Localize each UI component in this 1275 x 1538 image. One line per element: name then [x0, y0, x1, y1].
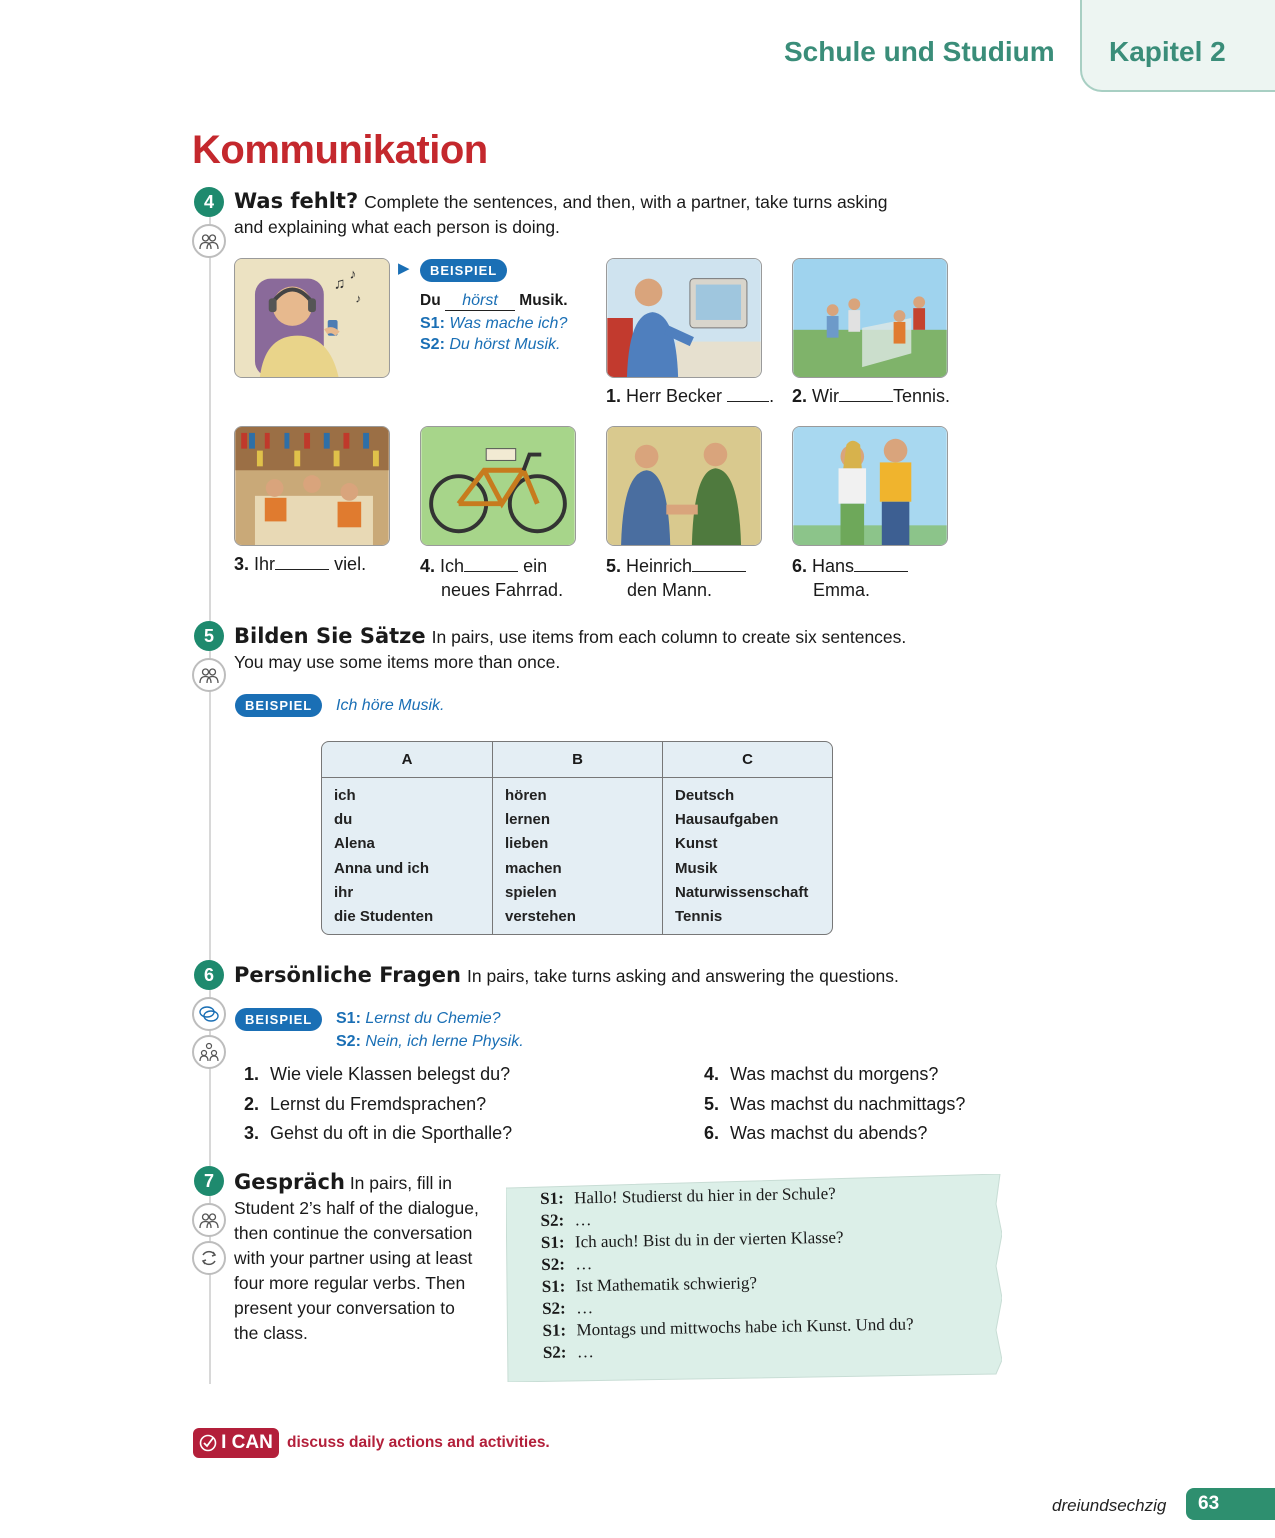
table-cell: spielen: [505, 883, 557, 901]
item-2-subject: Wir: [812, 386, 840, 406]
svg-text:♪: ♪: [355, 291, 362, 306]
column-header: A: [322, 742, 492, 778]
answer-blank[interactable]: [727, 388, 769, 402]
item-1-caption: [606, 384, 774, 408]
question-number: 6.: [704, 1123, 720, 1143]
question-item: [244, 1090, 512, 1120]
beispiel-s1-text: Was mache ich?: [449, 315, 568, 332]
dialogue-text: Hallo! Studierst du hier in der Schule?: [574, 1183, 836, 1208]
beispiel-sentence: [420, 292, 568, 311]
i-can-text: discuss daily actions and activities.: [287, 1434, 550, 1451]
chapter-topic: Schule und Studium: [784, 36, 1055, 67]
exercise-7-desc: the class.: [234, 1323, 308, 1343]
page-number: 63: [1186, 1488, 1275, 1520]
chapter-label: Kapitel 2: [1109, 36, 1226, 67]
dialogue-speaker: S1:: [540, 1188, 564, 1208]
item-number: 1.: [606, 386, 622, 406]
table-cell: du: [334, 811, 353, 829]
item-number: 5.: [606, 556, 622, 576]
dialogue-speaker: S1:: [542, 1320, 567, 1340]
exercise-7-heading: [234, 1170, 496, 1346]
group-work-icon: [192, 1035, 226, 1069]
i-can-label: I CAN: [221, 1432, 273, 1453]
table-cell: Alena: [334, 835, 375, 853]
table-cell: Deutsch: [675, 787, 735, 804]
question-text: Lernst du Fremdsprachen?: [270, 1093, 487, 1114]
table-cell: ich: [334, 787, 356, 804]
question-item: [704, 1060, 965, 1090]
item-6-subject: Hans: [812, 556, 855, 576]
beispiel-answer: hörst: [462, 292, 498, 309]
table-cell: Musik: [675, 859, 718, 877]
computer-worker-illustration: [606, 258, 762, 378]
word-columns-table: [321, 741, 833, 935]
page-number-word: dreiundsechzig: [1052, 1496, 1167, 1515]
question-number: 1.: [244, 1064, 260, 1084]
question-text: Was machst du nachmittags?: [730, 1093, 966, 1114]
table-cell: Hausaufgaben: [675, 811, 779, 829]
music-listener-illustration: [234, 258, 390, 378]
item-4-subject: Ich: [440, 556, 465, 576]
speaker-s2: S2:: [336, 1033, 361, 1050]
beispiel-s2: [420, 336, 561, 354]
beispiel-post: Musik.: [519, 292, 568, 309]
table-cell: Kunst: [675, 835, 718, 853]
table-cell: hören: [505, 787, 547, 804]
section-title: Kommunikation: [192, 128, 488, 172]
beispiel-s1-text: Lernst du Chemie?: [365, 1010, 501, 1027]
questions-left: [244, 1060, 512, 1149]
table-cell: Naturwissenschaft: [675, 883, 809, 901]
speaker-s2: S2:: [420, 336, 445, 353]
beispiel-s2-text: Du hörst Musik.: [449, 336, 561, 353]
table-cell: Anna und ich: [334, 859, 429, 877]
beispiel-badge: BEISPIEL: [420, 259, 507, 282]
exercise-7-desc: In pairs, fill in: [349, 1173, 452, 1193]
question-number: 2.: [244, 1093, 260, 1114]
exercise-5-desc-2: You may use some items more than once.: [234, 652, 561, 672]
svg-text:♪: ♪: [349, 266, 357, 282]
dialogue-text: Ist Mathematik schwierig?: [575, 1273, 758, 1296]
exercise-5-desc-1: In pairs, use items from each column to create six sentences.: [431, 627, 907, 647]
item-5-subject: Heinrich: [626, 556, 693, 576]
dialogue-lines: [540, 1182, 914, 1364]
exercise-5-heading: [234, 624, 954, 675]
exercise-number-badge: 5: [194, 621, 224, 651]
answer-blank[interactable]: [275, 556, 329, 570]
dialogue-text: …: [576, 1342, 595, 1362]
answer-blank[interactable]: [839, 388, 893, 402]
question-item: [704, 1119, 965, 1149]
check-circle-icon: [199, 1434, 217, 1452]
question-number: 5.: [704, 1093, 720, 1114]
item-6-caption: [792, 554, 908, 602]
item-3-subject: Ihr: [254, 554, 276, 574]
dialogue-text: …: [575, 1298, 594, 1318]
beispiel-s2: [336, 1033, 524, 1051]
question-text: Wie viele Klassen belegst du?: [270, 1064, 511, 1084]
beispiel-s2-text: Nein, ich lerne Physik.: [365, 1033, 524, 1050]
exercise-number-badge: 6: [194, 960, 224, 990]
table-cell: Tennis: [675, 908, 723, 926]
question-number: 4.: [704, 1064, 720, 1084]
table-cell: ihr: [334, 883, 354, 901]
speaker-s1: S1:: [336, 1010, 361, 1027]
item-3-caption: [234, 552, 366, 576]
question-text: Was machst du abends?: [730, 1123, 928, 1143]
pair-work-icon: [192, 224, 226, 258]
table-cell: lernen: [505, 811, 551, 829]
exercise-6-title: Persönliche Fragen: [234, 963, 461, 987]
dialogue-text: …: [574, 1210, 592, 1230]
item-number: 4.: [420, 556, 436, 576]
dialogue-text: Ich auch! Bist du in der vierten Klasse?: [574, 1227, 844, 1252]
exercise-7-title: Gespräch: [234, 1170, 345, 1194]
exercise-4-heading: [234, 189, 934, 240]
item-2-end: Tennis.: [893, 386, 951, 406]
conversation-icon: [192, 997, 226, 1031]
bicycle-illustration: [420, 426, 576, 546]
exercise-7-desc: four more regular verbs. Then: [234, 1273, 466, 1293]
dialogue-speaker: S1:: [541, 1276, 566, 1296]
question-item: [704, 1090, 965, 1120]
table-cell: machen: [505, 859, 562, 877]
library-study-illustration: [234, 426, 390, 546]
exercise-number-badge: 7: [194, 1166, 224, 1196]
column-b: [492, 742, 662, 934]
column-a: [322, 742, 492, 934]
item-number: 2.: [792, 386, 808, 406]
couple-illustration: [792, 426, 948, 546]
recycle-icon: [192, 1241, 226, 1275]
beispiel-badge: BEISPIEL: [235, 1008, 322, 1031]
item-5-caption: [606, 554, 746, 602]
exercise-7-desc: present your conversation to: [234, 1298, 455, 1318]
beispiel-pre: Du: [420, 292, 441, 309]
column-header: C: [663, 742, 832, 778]
beispiel-arrow: ▶: [398, 260, 410, 277]
beispiel-s1: [336, 1010, 501, 1028]
dialogue-note-paper: [506, 1174, 1002, 1382]
dialogue-text: …: [575, 1254, 593, 1274]
exercise-number-badge: 4: [194, 187, 224, 217]
item-4-end: neues Fahrrad.: [441, 580, 564, 600]
dialogue-speaker: S1:: [540, 1232, 565, 1252]
speaker-s1: S1:: [420, 315, 445, 332]
exercise-7-desc: with your partner using at least: [234, 1248, 473, 1268]
answer-blank[interactable]: [854, 558, 908, 572]
question-text: Was machst du morgens?: [730, 1064, 939, 1084]
table-cell: lieben: [505, 835, 549, 853]
exercise-6-desc: In pairs, take turns asking and answering the questions.: [466, 966, 899, 986]
column-c: [662, 742, 832, 934]
handshake-illustration: [606, 426, 762, 546]
item-1-subject: Herr Becker: [626, 386, 723, 406]
item-5-end: den Mann.: [627, 580, 713, 600]
beispiel-s1: [420, 315, 567, 333]
exercise-4-desc-2: and explaining what each person is doing.: [234, 217, 560, 237]
item-4-mid: ein: [523, 556, 548, 576]
dialogue-text: Montags und mittwochs habe ich Kunst. Und du?: [576, 1314, 914, 1340]
table-cell: verstehen: [505, 908, 576, 926]
exercise-7-desc: then continue the conversation: [234, 1223, 473, 1243]
table-cell: die Studenten: [334, 908, 434, 926]
pair-work-icon: [192, 658, 226, 692]
question-item: [244, 1119, 512, 1149]
exercise-7-desc: Student 2’s half of the dialogue,: [234, 1198, 479, 1218]
item-number: 3.: [234, 554, 250, 574]
tennis-players-illustration: [792, 258, 948, 378]
question-text: Gehst du oft in die Sporthalle?: [270, 1123, 513, 1143]
exercise-4-title: Was fehlt?: [234, 189, 359, 213]
dialogue-speaker: S2:: [541, 1298, 566, 1318]
item-1-end: .: [769, 386, 775, 406]
question-item: [244, 1060, 512, 1090]
answer-blank[interactable]: [692, 558, 746, 572]
item-number: 6.: [792, 556, 808, 576]
item-4-caption: [420, 554, 563, 602]
column-header: B: [493, 742, 662, 778]
item-6-end: Emma.: [813, 580, 871, 600]
exercise-4-desc-1: Complete the sentences, and then, with a partner, take turns asking: [364, 192, 888, 212]
item-3-end: viel.: [334, 554, 367, 574]
dialogue-speaker: S2:: [541, 1254, 566, 1274]
exercise-5-title: Bilden Sie Sätze: [234, 624, 426, 648]
i-can-badge: [193, 1428, 279, 1458]
answer-blank[interactable]: [464, 558, 518, 572]
exercise-6-heading: [234, 963, 994, 989]
beispiel-badge: BEISPIEL: [235, 694, 322, 717]
dialogue-speaker: S2:: [540, 1210, 565, 1230]
question-number: 3.: [244, 1123, 260, 1143]
questions-right: [704, 1060, 965, 1149]
svg-text:♫: ♫: [333, 275, 346, 293]
pair-work-icon: [192, 1203, 226, 1237]
item-2-caption: [792, 384, 950, 408]
beispiel-text: Ich höre Musik.: [336, 697, 445, 714]
dialogue-speaker: S2:: [542, 1342, 567, 1362]
